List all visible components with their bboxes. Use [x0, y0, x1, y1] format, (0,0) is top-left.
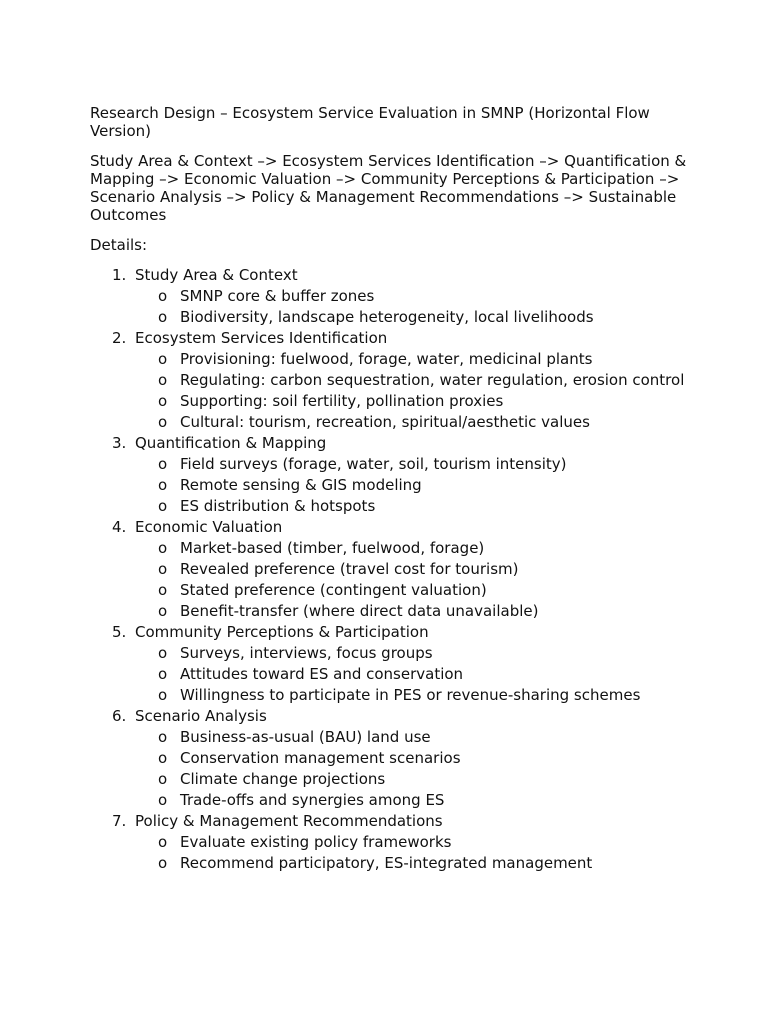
bullet-icon: o — [158, 287, 168, 305]
bullet-icon: o — [158, 539, 168, 557]
sub-list — [90, 287, 690, 326]
list-item-text: SMNP core & buffer zones — [180, 287, 375, 305]
section-title: Community Perceptions & Participation — [135, 623, 429, 641]
section-number: 3. — [112, 434, 127, 452]
list-item — [90, 497, 690, 515]
sub-list — [90, 539, 690, 620]
list-item — [90, 770, 690, 788]
list-item — [90, 350, 690, 368]
list-item — [90, 854, 690, 872]
section-heading — [90, 434, 690, 452]
list-item — [90, 455, 690, 473]
list-item-text: Recommend participatory, ES-integrated management — [180, 854, 593, 872]
sub-list — [90, 644, 690, 704]
bullet-icon: o — [158, 308, 168, 326]
list-item-text: Supporting: soil fertility, pollination proxies — [180, 392, 504, 410]
section-item — [90, 707, 690, 809]
list-item-text: Field surveys (forage, water, soil, tourism intensity) — [180, 455, 567, 473]
list-item-text: ES distribution & hotspots — [180, 497, 376, 515]
bullet-icon: o — [158, 854, 168, 872]
section-title: Scenario Analysis — [135, 707, 267, 725]
bullet-icon: o — [158, 371, 168, 389]
bullet-icon: o — [158, 749, 168, 767]
list-item-text: Trade-offs and synergies among ES — [180, 791, 445, 809]
list-item — [90, 308, 690, 326]
list-item-text: Climate change projections — [180, 770, 386, 788]
sub-list — [90, 350, 690, 431]
list-item — [90, 728, 690, 746]
section-item — [90, 812, 690, 872]
bullet-icon: o — [158, 476, 168, 494]
section-item — [90, 518, 690, 620]
bullet-icon: o — [158, 791, 168, 809]
bullet-icon: o — [158, 560, 168, 578]
bullet-icon: o — [158, 833, 168, 851]
list-item-text: Business-as-usual (BAU) land use — [180, 728, 431, 746]
bullet-icon: o — [158, 413, 168, 431]
list-item — [90, 560, 690, 578]
bullet-icon: o — [158, 686, 168, 704]
section-number: 4. — [112, 518, 127, 536]
section-heading — [90, 518, 690, 536]
list-item — [90, 686, 690, 704]
list-item-text: Revealed preference (travel cost for tourism) — [180, 560, 519, 578]
section-number: 1. — [112, 266, 127, 284]
list-item-text: Evaluate existing policy frameworks — [180, 833, 452, 851]
section-number: 5. — [112, 623, 127, 641]
section-item — [90, 266, 690, 326]
list-item — [90, 476, 690, 494]
list-item-text: Market-based (timber, fuelwood, forage) — [180, 539, 485, 557]
sub-list — [90, 455, 690, 515]
sub-list — [90, 728, 690, 809]
details-label: Details: — [90, 236, 148, 254]
section-number: 6. — [112, 707, 127, 725]
bullet-icon: o — [158, 455, 168, 473]
list-item — [90, 287, 690, 305]
section-title: Ecosystem Services Identification — [135, 329, 388, 347]
list-item-text: Provisioning: fuelwood, forage, water, medicinal plants — [180, 350, 593, 368]
list-item — [90, 791, 690, 809]
section-title: Study Area & Context — [135, 266, 298, 284]
section-heading — [90, 329, 690, 347]
document-page — [90, 104, 690, 875]
list-item — [90, 392, 690, 410]
list-item-text: Benefit-transfer (where direct data unavailable) — [180, 602, 539, 620]
details-list — [90, 266, 690, 872]
section-item — [90, 434, 690, 515]
list-item — [90, 413, 690, 431]
section-heading — [90, 707, 690, 725]
list-item-text: Cultural: tourism, recreation, spiritual/aesthetic values — [180, 413, 590, 431]
section-heading — [90, 266, 690, 284]
list-item-text: Regulating: carbon sequestration, water regulation, erosion control — [180, 371, 685, 389]
section-title: Quantification & Mapping — [135, 434, 327, 452]
list-item — [90, 539, 690, 557]
list-item-text: Stated preference (contingent valuation) — [180, 581, 487, 599]
section-item — [90, 623, 690, 704]
list-item-text: Conservation management scenarios — [180, 749, 461, 767]
bullet-icon: o — [158, 644, 168, 662]
document-title: Research Design – Ecosystem Service Evaluation in SMNP (Horizontal Flow Version) — [90, 104, 650, 140]
section-item — [90, 329, 690, 431]
list-item — [90, 581, 690, 599]
sub-list — [90, 833, 690, 872]
list-item — [90, 371, 690, 389]
section-heading — [90, 623, 690, 641]
bullet-icon: o — [158, 350, 168, 368]
bullet-icon: o — [158, 602, 168, 620]
list-item — [90, 749, 690, 767]
list-item-text: Attitudes toward ES and conservation — [180, 665, 464, 683]
section-title: Economic Valuation — [135, 518, 283, 536]
flow-summary: Study Area & Context –> Ecosystem Services Identification –> Quantification & Mapping –> Economic Valuation –> Community Perceptions & Participation –> Scenario Analysis –> Policy & Management Recommendations –> Sustainable Outcomes — [90, 152, 687, 224]
bullet-icon: o — [158, 392, 168, 410]
bullet-icon: o — [158, 581, 168, 599]
list-item-text: Willingness to participate in PES or revenue-sharing schemes — [180, 686, 641, 704]
list-item — [90, 833, 690, 851]
list-item-text: Surveys, interviews, focus groups — [180, 644, 433, 662]
section-number: 7. — [112, 812, 127, 830]
bullet-icon: o — [158, 770, 168, 788]
section-heading — [90, 812, 690, 830]
section-number: 2. — [112, 329, 127, 347]
section-title: Policy & Management Recommendations — [135, 812, 443, 830]
list-item — [90, 602, 690, 620]
bullet-icon: o — [158, 497, 168, 515]
list-item-text: Remote sensing & GIS modeling — [180, 476, 422, 494]
bullet-icon: o — [158, 728, 168, 746]
list-item-text: Biodiversity, landscape heterogeneity, local livelihoods — [180, 308, 594, 326]
list-item — [90, 665, 690, 683]
bullet-icon: o — [158, 665, 168, 683]
list-item — [90, 644, 690, 662]
